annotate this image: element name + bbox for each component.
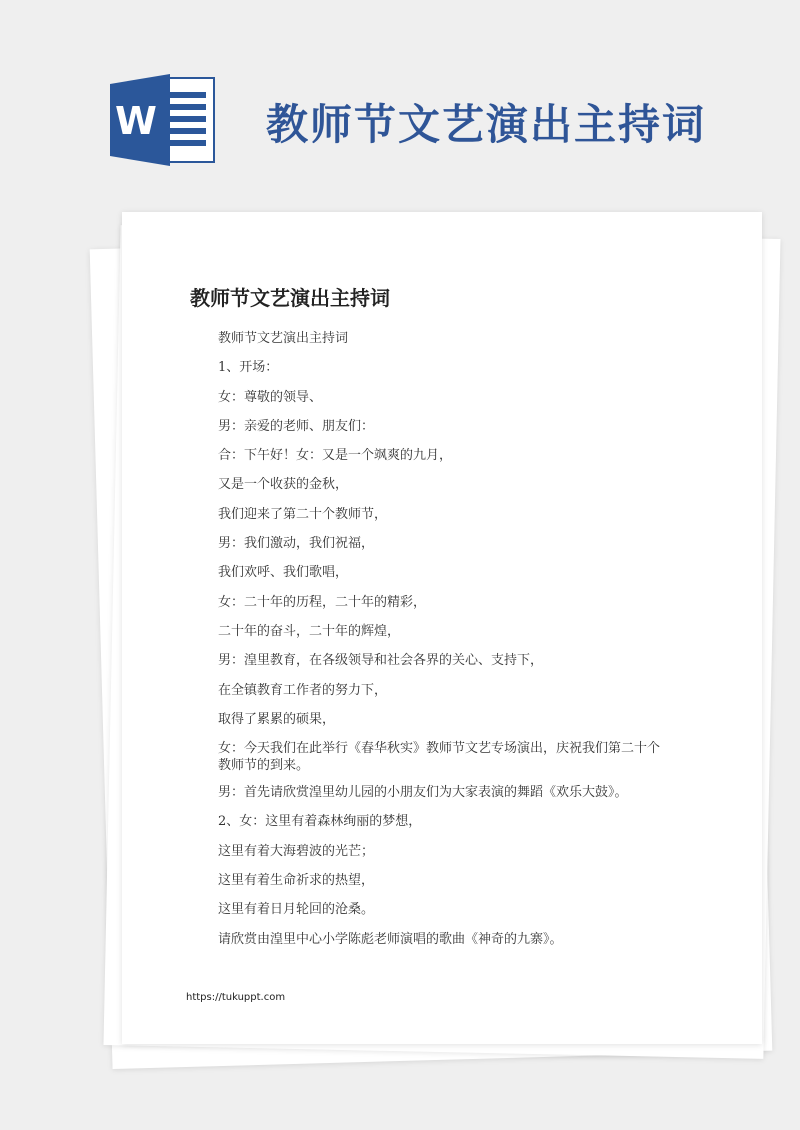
paragraph: 我们迎来了第二十个教师节， <box>218 506 388 522</box>
paragraph: 男：湟里教育，在各级领导和社会各界的关心、支持下， <box>218 653 544 669</box>
header-banner <box>0 0 800 200</box>
document-page <box>122 212 762 1044</box>
paragraph: 女：今天我们在此举行《春华秋实》教师节文艺专场演出，庆祝我们第二十个教师节的到来。 <box>218 741 661 774</box>
paragraph: 这里有着日月轮回的沧桑。 <box>218 902 375 918</box>
paragraph: 教师节文艺演出主持词 <box>218 331 349 346</box>
paragraph: 女：尊敬的领导、 <box>218 389 323 405</box>
paragraph: 男：亲爱的老师、朋友们： <box>218 418 375 434</box>
paragraph: 在全镇教育工作者的努力下， <box>218 682 388 698</box>
paragraph: 取得了累累的硕果， <box>218 711 336 727</box>
banner-title: 教师节文艺演出主持词 <box>266 100 707 149</box>
paragraph: 这里有着大海碧波的光芒； <box>218 843 375 859</box>
footer-url[interactable]: https://tukuppt.com <box>186 992 286 1003</box>
paragraph: 二十年的奋斗，二十年的辉煌， <box>218 623 401 639</box>
word-doc-icon <box>108 72 216 168</box>
paragraph: 又是一个收获的金秋， <box>218 477 349 493</box>
paragraph: 1、开场： <box>218 360 279 376</box>
document-title: 教师节文艺演出主持词 <box>190 286 390 310</box>
paragraph: 男：首先请欣赏湟里幼儿园的小朋友们为大家表演的舞蹈《欢乐大鼓》。 <box>218 785 628 801</box>
paragraph: 合：下午好！女：又是一个飒爽的九月， <box>218 448 453 464</box>
paragraph: 请欣赏由湟里中心小学陈彪老师演唱的歌曲《神奇的九寨》。 <box>218 931 563 947</box>
paragraph: 女：二十年的历程，二十年的精彩， <box>218 594 427 610</box>
paragraph: 男：我们激动，我们祝福， <box>218 536 375 552</box>
word-letter: W <box>115 99 157 143</box>
paragraph: 这里有着生命祈求的热望， <box>218 873 375 889</box>
document-body <box>218 330 666 960</box>
paragraph: 2、女：这里有着森林绚丽的梦想， <box>218 814 422 830</box>
paragraph: 我们欢呼、我们歌唱， <box>218 565 349 581</box>
